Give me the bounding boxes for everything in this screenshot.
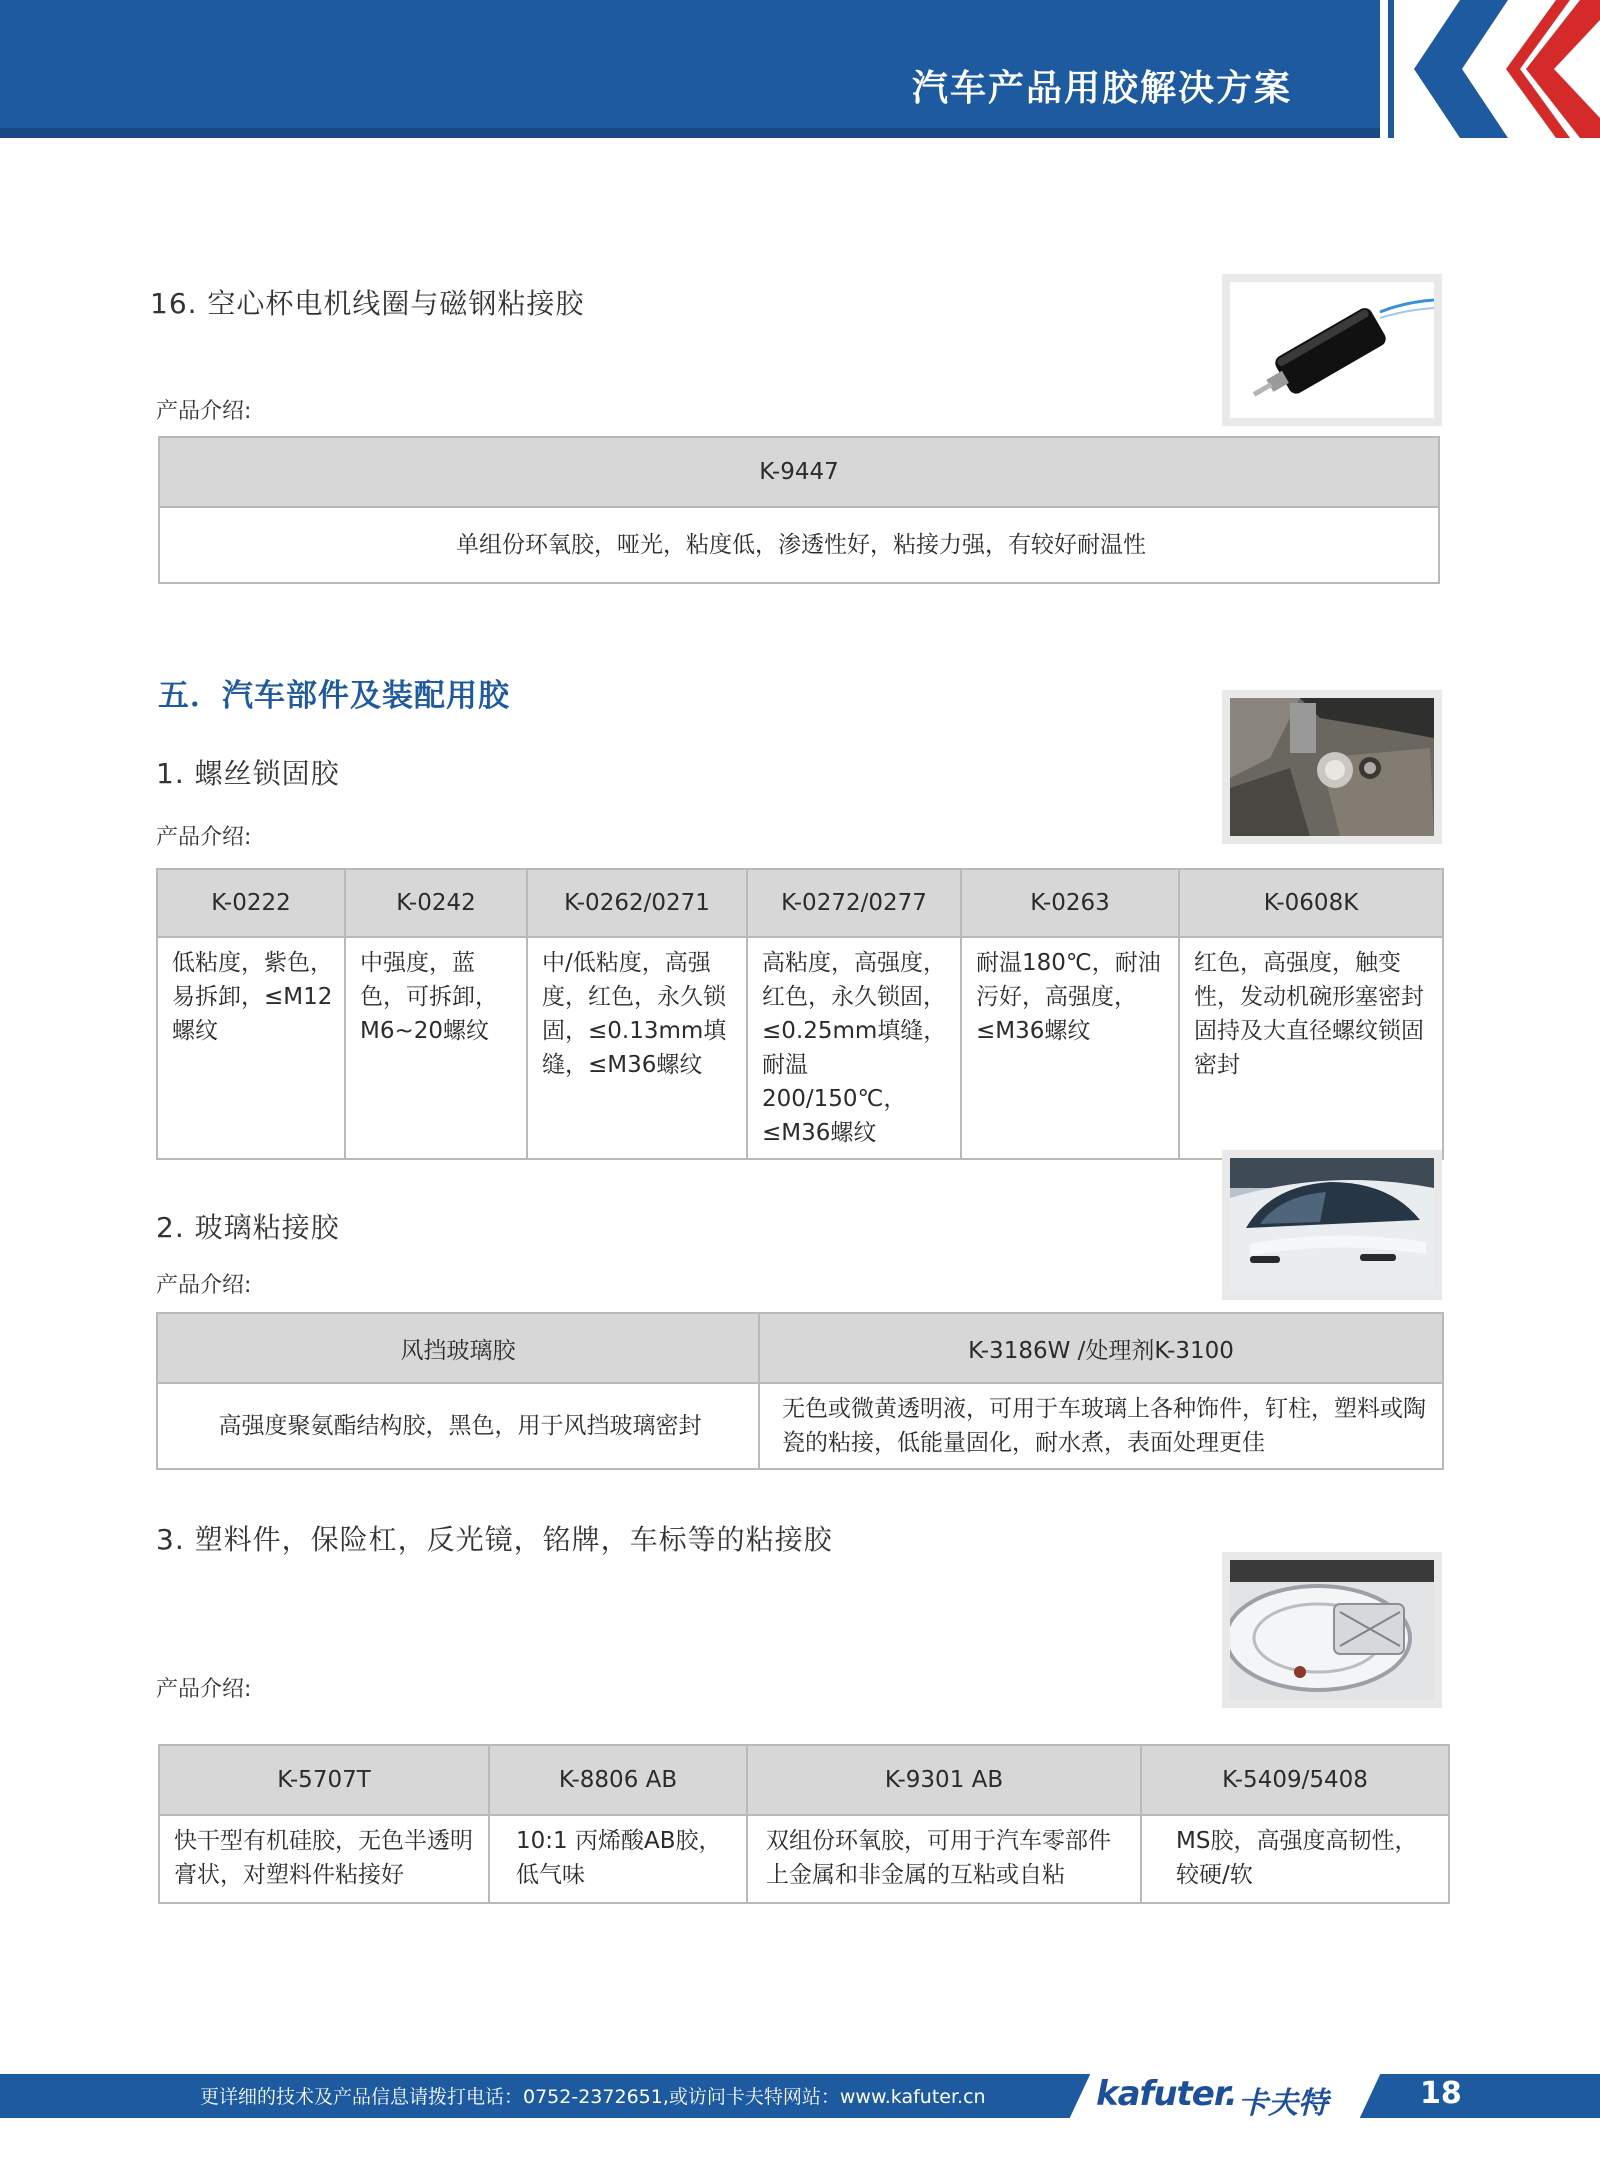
kafuter-logo: kafuter.: [1096, 2074, 1237, 2114]
header-shade: [0, 128, 1380, 138]
plastic-product-name: K-8806 AB: [489, 1745, 747, 1815]
plastic-product-name: K-9301 AB: [747, 1745, 1141, 1815]
car-windshield-icon: [1230, 1158, 1434, 1292]
thread-product-desc: 中/低粘度，高强度，红色，永久锁固，≤0.13mm填缝，≤M36螺纹: [527, 937, 747, 1159]
thread-product-desc: 耐温180℃，耐油污好，高强度，≤M36螺纹: [961, 937, 1179, 1159]
plastic-adhesive-title: 3. 塑料件，保险杠，反光镜，铭牌，车标等的粘接胶: [156, 1523, 833, 1556]
kafuter-logo-cn: 卡夫特: [1238, 2086, 1328, 2121]
thread-product-name: K-0272/0277: [747, 869, 961, 937]
chevron-logo-icon: [1380, 0, 1600, 138]
plastic-product-desc: 双组份环氧胶，可用于汽车零部件上金属和非金属的互粘或自粘: [747, 1815, 1141, 1903]
glass-adhesive-table: [156, 1312, 1444, 1470]
thread-lock-intro-label: 产品介绍:: [156, 825, 252, 850]
page-number: 18: [1420, 2076, 1462, 2111]
thread-product-desc: 红色，高强度，触变性，发动机碗形塞密封固持及大直径螺纹锁固密封: [1179, 937, 1443, 1159]
thread-product-desc: 中强度，蓝色，可拆卸，M6~20螺纹: [345, 937, 527, 1159]
thread-product-name: K-0242: [345, 869, 527, 937]
plastic-product-name: K-5707T: [159, 1745, 489, 1815]
engine-bolt-icon: [1230, 698, 1434, 836]
plastic-product-desc: MS胶，高强度高韧性，较硬/软: [1141, 1815, 1449, 1903]
glass-adhesive-intro-label: 产品介绍:: [156, 1273, 252, 1298]
item-16-title: 16. 空心杯电机线圈与磁钢粘接胶: [150, 287, 585, 320]
page-title: 汽车产品用胶解决方案: [911, 68, 1292, 109]
glass-product-desc: 高强度聚氨酯结构胶，黑色，用于风挡玻璃密封: [157, 1383, 759, 1469]
thread-product-name: K-0263: [961, 869, 1179, 937]
glass-product-name: K-3186W /处理剂K-3100: [759, 1313, 1443, 1383]
thread-product-desc: 低粘度，紫色，易拆卸，≤M12螺纹: [157, 937, 345, 1159]
plastic-adhesive-table: [158, 1744, 1450, 1904]
thread-product-name: K-0608K: [1179, 869, 1443, 937]
thread-lock-table: [156, 868, 1444, 1160]
product-description-cell: 单组份环氧胶，哑光，粘度低，渗透性好，粘接力强，有较好耐温性: [159, 507, 1439, 583]
motor-photo: [1222, 274, 1442, 426]
footer-contact-text: 更详细的技术及产品信息请拨打电话：0752-2372651,或访问卡夫特网站：www.kafuter.cn: [200, 2086, 986, 2108]
section-5-title: 五．汽车部件及装配用胶: [158, 678, 510, 714]
thread-product-name: K-0222: [157, 869, 345, 937]
headlamp-lens-icon: [1230, 1560, 1434, 1700]
thread-product-name: K-0262/0271: [527, 869, 747, 937]
plastic-adhesive-intro-label: 产品介绍:: [156, 1677, 252, 1702]
glass-product-desc: 无色或微黄透明液，可用于车玻璃上各种饰件，钉柱，塑料或陶瓷的粘接，低能量固化，耐水煮，表面处理更佳: [759, 1383, 1443, 1469]
plastic-product-desc: 10:1 丙烯酸AB胶，低气味: [489, 1815, 747, 1903]
product-name-cell: K-9447: [159, 437, 1439, 507]
plastic-product-desc: 快干型有机硅胶，无色半透明膏状，对塑料件粘接好: [159, 1815, 489, 1903]
glass-product-name: 风挡玻璃胶: [157, 1313, 759, 1383]
item-16-table: [158, 436, 1440, 584]
headlamp-photo: [1222, 1552, 1442, 1708]
coreless-motor-icon: [1230, 282, 1434, 418]
item-16-intro-label: 产品介绍:: [156, 399, 252, 424]
thread-lock-title: 1. 螺丝锁固胶: [156, 757, 340, 790]
thread-product-desc: 高粘度，高强度，红色，永久锁固，≤0.25mm填缝，耐温200/150℃，≤M36螺纹: [747, 937, 961, 1159]
windshield-photo: [1222, 1150, 1442, 1300]
engine-bolt-photo: [1222, 690, 1442, 844]
glass-adhesive-title: 2. 玻璃粘接胶: [156, 1211, 340, 1244]
plastic-product-name: K-5409/5408: [1141, 1745, 1449, 1815]
